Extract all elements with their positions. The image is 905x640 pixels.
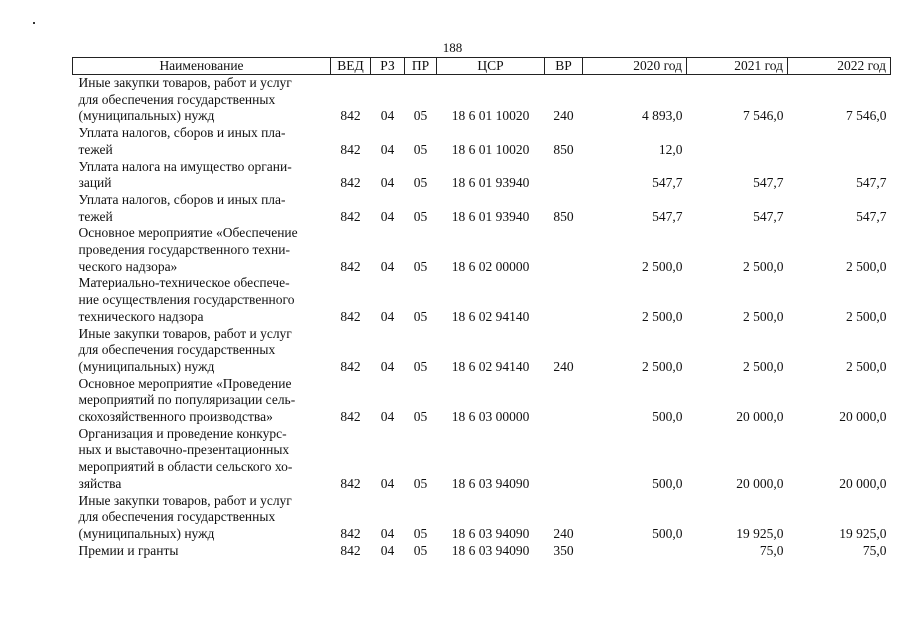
cell-name bbox=[73, 493, 331, 543]
cell-csr: 18 6 01 93940 bbox=[451, 175, 530, 191]
cell-vr: 850 bbox=[553, 208, 574, 224]
table-row bbox=[73, 543, 891, 560]
cell-2022: 19 925,0 bbox=[839, 525, 887, 541]
cell-pr: 05 bbox=[413, 525, 428, 541]
cell-rz: 04 bbox=[380, 175, 395, 191]
cell-rz: 04 bbox=[380, 525, 395, 541]
table-row bbox=[73, 275, 891, 325]
cell-rz: 04 bbox=[380, 108, 395, 124]
cell-rz: 04 bbox=[380, 258, 395, 274]
table-header-row bbox=[73, 58, 891, 75]
cell-rz: 04 bbox=[380, 542, 395, 558]
cell-2020: 547,7 bbox=[652, 175, 683, 191]
cell-pr: 05 bbox=[413, 175, 428, 191]
cell-csr: 18 6 03 94090 bbox=[451, 525, 530, 541]
cell-pr: 05 bbox=[413, 409, 428, 425]
header-csr: ЦСР bbox=[437, 58, 545, 75]
header-2022: 2022 год bbox=[788, 58, 891, 75]
cell-2022: 20 000,0 bbox=[839, 409, 887, 425]
cell-vr: 850 bbox=[553, 141, 574, 157]
table-body bbox=[73, 75, 891, 560]
cell-2021: 20 000,0 bbox=[736, 475, 784, 491]
cell-2021: 547,7 bbox=[753, 208, 784, 224]
cell-vr: 350 bbox=[553, 542, 574, 558]
cell-rz: 04 bbox=[380, 141, 395, 157]
cell-ved: 842 bbox=[340, 475, 361, 491]
name-line: Основное мероприятие «Проведение bbox=[78, 375, 292, 391]
cell-2022: 2 500,0 bbox=[846, 308, 887, 324]
name-line: Уплата налогов, сборов и иных пла- bbox=[78, 125, 286, 141]
name-line: для обеспечения государственных bbox=[78, 91, 276, 107]
name-line: Иные закупки товаров, работ и услуг bbox=[78, 325, 292, 341]
name-line: (муниципальных) нужд bbox=[78, 108, 215, 124]
cell-2020: 2 500,0 bbox=[642, 258, 683, 274]
name-line: проведения государственного техни- bbox=[78, 242, 290, 258]
scan-dot bbox=[33, 22, 35, 24]
name-line: Организация и проведение конкурс- bbox=[78, 425, 287, 441]
cell-name bbox=[73, 326, 331, 376]
table-row bbox=[73, 159, 891, 192]
cell-vr bbox=[545, 376, 583, 426]
table-row bbox=[73, 326, 891, 376]
cell-csr: 18 6 01 10020 bbox=[451, 141, 530, 157]
cell-pr: 05 bbox=[413, 258, 428, 274]
cell-csr: 18 6 02 00000 bbox=[451, 258, 530, 274]
cell-ved: 842 bbox=[340, 542, 361, 558]
name-line: Иные закупки товаров, работ и услуг bbox=[78, 75, 292, 90]
budget-table bbox=[72, 57, 891, 559]
cell-name bbox=[73, 543, 331, 560]
name-line: мероприятий по популяризации сель- bbox=[78, 392, 296, 408]
cell-2022: 7 546,0 bbox=[846, 108, 887, 124]
cell-ved: 842 bbox=[340, 141, 361, 157]
cell-csr: 18 6 03 00000 bbox=[451, 409, 530, 425]
cell-ved: 842 bbox=[340, 258, 361, 274]
header-name: Наименование bbox=[73, 58, 331, 75]
cell-name bbox=[73, 75, 331, 126]
cell-2021: 7 546,0 bbox=[743, 108, 784, 124]
cell-2022: 547,7 bbox=[856, 175, 887, 191]
cell-2021: 20 000,0 bbox=[736, 409, 784, 425]
cell-vr bbox=[545, 426, 583, 493]
name-line: тежей bbox=[78, 141, 113, 157]
table-row bbox=[73, 376, 891, 426]
name-line: заций bbox=[78, 175, 112, 191]
name-line: технического надзора bbox=[78, 308, 204, 324]
cell-vr bbox=[545, 225, 583, 275]
name-line: Иные закупки товаров, работ и услуг bbox=[78, 492, 292, 508]
cell-csr: 18 6 01 10020 bbox=[451, 108, 530, 124]
cell-2020: 500,0 bbox=[652, 525, 683, 541]
cell-vr bbox=[545, 159, 583, 192]
cell-name bbox=[73, 192, 331, 225]
table-row bbox=[73, 493, 891, 543]
cell-name bbox=[73, 426, 331, 493]
name-line: (муниципальных) нужд bbox=[78, 358, 215, 374]
header-ved: ВЕД bbox=[331, 58, 371, 75]
cell-2021: 547,7 bbox=[753, 175, 784, 191]
header-2020: 2020 год bbox=[583, 58, 687, 75]
cell-2020: 547,7 bbox=[652, 208, 683, 224]
cell-2021: 19 925,0 bbox=[736, 525, 784, 541]
cell-rz: 04 bbox=[380, 409, 395, 425]
cell-2022: 75,0 bbox=[862, 542, 887, 558]
table-row bbox=[73, 225, 891, 275]
cell-2021: 2 500,0 bbox=[743, 258, 784, 274]
cell-vr bbox=[545, 275, 583, 325]
cell-ved: 842 bbox=[340, 358, 361, 374]
cell-2022: 547,7 bbox=[856, 208, 887, 224]
cell-ved: 842 bbox=[340, 525, 361, 541]
cell-csr: 18 6 02 94140 bbox=[451, 358, 530, 374]
name-line: Материально-техническое обеспече- bbox=[78, 275, 290, 291]
table-row bbox=[73, 75, 891, 126]
cell-vr: 240 bbox=[553, 358, 574, 374]
cell-2022: 2 500,0 bbox=[846, 258, 887, 274]
name-line: для обеспечения государственных bbox=[78, 509, 276, 525]
cell-rz: 04 bbox=[380, 475, 395, 491]
cell-2020: 2 500,0 bbox=[642, 358, 683, 374]
cell-csr: 18 6 02 94140 bbox=[451, 308, 530, 324]
cell-2020: 500,0 bbox=[652, 409, 683, 425]
cell-pr: 05 bbox=[413, 542, 428, 558]
cell-pr: 05 bbox=[413, 308, 428, 324]
cell-vr: 240 bbox=[553, 525, 574, 541]
name-line: зяйства bbox=[78, 475, 122, 491]
cell-pr: 05 bbox=[413, 108, 428, 124]
cell-ved: 842 bbox=[340, 208, 361, 224]
name-line: тежей bbox=[78, 208, 113, 224]
cell-pr: 05 bbox=[413, 208, 428, 224]
cell-2020 bbox=[583, 543, 687, 560]
cell-csr: 18 6 03 94090 bbox=[451, 542, 530, 558]
name-line: для обеспечения государственных bbox=[78, 342, 276, 358]
cell-name bbox=[73, 376, 331, 426]
cell-pr: 05 bbox=[413, 475, 428, 491]
cell-rz: 04 bbox=[380, 308, 395, 324]
cell-name bbox=[73, 225, 331, 275]
cell-ved: 842 bbox=[340, 108, 361, 124]
cell-name bbox=[73, 125, 331, 158]
cell-2021 bbox=[687, 125, 788, 158]
cell-2022: 20 000,0 bbox=[839, 475, 887, 491]
name-line: (муниципальных) нужд bbox=[78, 525, 215, 541]
name-line: Уплата налога на имущество органи- bbox=[78, 158, 292, 174]
name-line: скохозяйственного производства» bbox=[78, 409, 273, 425]
cell-2022: 2 500,0 bbox=[846, 358, 887, 374]
table-row bbox=[73, 426, 891, 493]
cell-ved: 842 bbox=[340, 308, 361, 324]
cell-csr: 18 6 01 93940 bbox=[451, 208, 530, 224]
cell-ved: 842 bbox=[340, 409, 361, 425]
name-line: мероприятий в области сельского хо- bbox=[78, 459, 293, 475]
table-row bbox=[73, 125, 891, 158]
cell-vr: 240 bbox=[553, 108, 574, 124]
table-row bbox=[73, 192, 891, 225]
name-line: Основное мероприятие «Обеспечение bbox=[78, 225, 298, 241]
cell-rz: 04 bbox=[380, 358, 395, 374]
cell-2020: 4 893,0 bbox=[642, 108, 683, 124]
cell-2020: 2 500,0 bbox=[642, 308, 683, 324]
cell-name bbox=[73, 275, 331, 325]
cell-name bbox=[73, 159, 331, 192]
name-line: ных и выставочно-презентационных bbox=[78, 442, 290, 458]
cell-pr: 05 bbox=[413, 141, 428, 157]
cell-csr: 18 6 03 94090 bbox=[451, 475, 530, 491]
cell-rz: 04 bbox=[380, 208, 395, 224]
cell-2022 bbox=[788, 125, 891, 158]
header-vr: ВР bbox=[545, 58, 583, 75]
cell-2021: 2 500,0 bbox=[743, 358, 784, 374]
name-line: ние осуществления государственного bbox=[78, 292, 295, 308]
name-line: Уплата налогов, сборов и иных пла- bbox=[78, 191, 286, 207]
header-pr: ПР bbox=[405, 58, 437, 75]
name-line: ческого надзора» bbox=[78, 258, 178, 274]
cell-pr: 05 bbox=[413, 358, 428, 374]
cell-2021: 2 500,0 bbox=[743, 308, 784, 324]
page-number: 188 bbox=[442, 40, 463, 55]
cell-2020: 500,0 bbox=[652, 475, 683, 491]
name-line: Премии и гранты bbox=[78, 542, 179, 558]
cell-2020: 12,0 bbox=[658, 141, 683, 157]
header-rz: РЗ bbox=[371, 58, 405, 75]
cell-ved: 842 bbox=[340, 175, 361, 191]
header-2021: 2021 год bbox=[687, 58, 788, 75]
cell-2021: 75,0 bbox=[759, 542, 784, 558]
